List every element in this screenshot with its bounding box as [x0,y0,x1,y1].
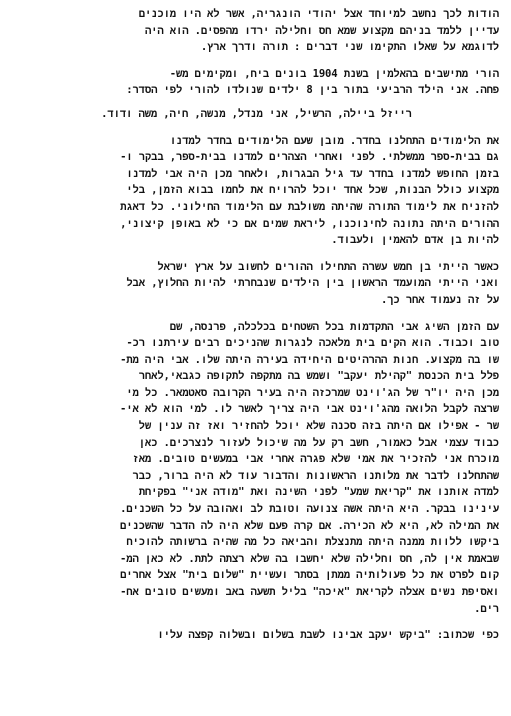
text-line: שו בה מקצוע. חנות ההרהיטים היחידה בעירה היתה שלו. אבי היה מת- [120,353,499,366]
text-line: ואני הייתי המועמד הראשון בין הילדים שנבחרתי להיות החלוץ, אבל [126,277,499,290]
text-line: שהתחלנו לדבר את מלותנו הראשונות והדבור עוד לא היה ברור, כבר [132,469,499,482]
text-line: מוכרח אני להזכיר את אמי שלא פגרה אחרי אבי במעשים טובים. מאז [132,453,499,466]
text-line: מקצוע כולל הבנות, שכל אחד יוכל להרויח את לחמו בבוא הזמן, בלי [126,184,499,197]
text-line: ההורים היתה נתונה לחינוכנו, ליראת שמים אם כי לא באופן קיצוני, [120,217,499,230]
text-line: רים. [474,602,499,615]
text-line: כבוד עצמי אבל כאמור, חשב רק על מה שיכול לעזור לנצרכים. כאן [138,436,499,449]
text-line: שר - אפילו אם היתה בזה סכנה שלא יוכל להחזיר ואז זה ענין של [138,420,499,433]
text-line: עם הזמן השיג אבי התקדמות בכל השטחים בכלכלה, פרנסה, שם [169,320,499,333]
text-line: עדיין ללמד בניהם מקצוע שמא חס וחלילה ירדו מהפסים. הוא היה [144,24,499,37]
text-line: להיות בן אדם להאמין ולעבוד. [331,234,499,247]
paragraph [14,66,499,99]
document-page [14,6,499,644]
paragraph [14,627,499,644]
text-line: פחה. אני הילד הרביעי בתור בין 8 ילדים שנולדו להורי לפי הסדר: [126,84,499,97]
text-line: כפי שכתוב: "ביקש יעקב אבינו לשבת בשלום ובשלוה קפצה עליו [157,629,499,642]
text-line: שבאמת אין לה, חס וחלילה שלא יחשבו בה שלא רצתה לתת. לא כאן המ- [120,552,499,565]
paragraph [14,133,499,249]
text-line: מכן היה יו"ר של הג'וינט שמרכזה היה בעיר הקרובה סאטמאר. כל מי [126,386,499,399]
text-line: פלל בית הכנסת "קהילת יעקב" ושמש בה מתקפה לתקופה כגבאי,לאחר [138,370,499,383]
text-line: ואסיפת נשים אצלה לקריאת "איכה" בליל תשעה באב ומעשים טובים אח- [120,586,499,598]
text-line: את הלימודים התחלנו בחדר. מובן שעם הלימודים בחדר למדנו [169,134,499,147]
text-line: ביקשו ללוות ממנה היתה מתנצלת והביאה כל מה שהיה ברשותה להוכיח [126,536,499,549]
text-line: עינינו בבקר. היא היתה אשה צנועה וטובת לב ואהובה על כל השכנים. [120,503,499,516]
children-names-line [14,106,499,123]
paragraph [14,259,499,309]
text-line: גם בבית-ספר ממשלתי. לפני ואחרי הצהרים למדנו בבית-ספר, בבקר ו- [120,151,499,164]
text-line: למדה אותנו את "קריאת שמע" לפני השינה ואת "מודה אני" בפקיחת [138,486,499,499]
text-line: בזמן החופש למדנו בחדר עד גיל הבגרות, ולאחר מכן היה אבי למדנו [126,167,499,180]
text-line: הודות לכך נחשב למיוחד אצל יהודי הונגריה, אשר לא היו מוכנים [138,8,499,20]
text-line: על זה נעמוד אחר כך. [380,293,499,306]
text-line: כאשר הייתי בן חמש עשרה התחילו ההורים לחשוב על ארץ ישראל [157,260,499,273]
paragraph [14,319,499,618]
text-line: טוב וכבוד. הוא הקים בית מלאכה לנגרות שהניכים רבים עירתנו רכ- [126,337,499,350]
text-line: הורי מתישבים בהאלמין בשנת 1904 בונים ביח, ומקימים מש- [169,67,499,80]
paragraph [14,6,499,56]
text-line: להזניח את לימוד התורה שהיתה משולבת עם הלימוד החילוני. כל דאגת [120,200,499,213]
text-line: לדוגמא על שאלו התקימו שני דברים : תורה ודרך ארץ. [200,41,499,54]
text-line: רייזל ביילה, הרשיל, אני מנדל, מנשה, חיה, משה ודוד. [101,107,412,120]
text-line: קום לפרט את כל פעולותיה ממתן בסתר ועשיית "שלום בית" אצל אחרים [120,569,499,582]
text-line: שרצה לקבל הלואה מהג'וינט אבי היה צריך לאשר לו. למי הוא לא אי- [120,403,499,416]
text-line: את המילה לא, היא לא הכירה. אם קרה פעם שלא היה לה הדבר שהשכנים [120,519,499,532]
